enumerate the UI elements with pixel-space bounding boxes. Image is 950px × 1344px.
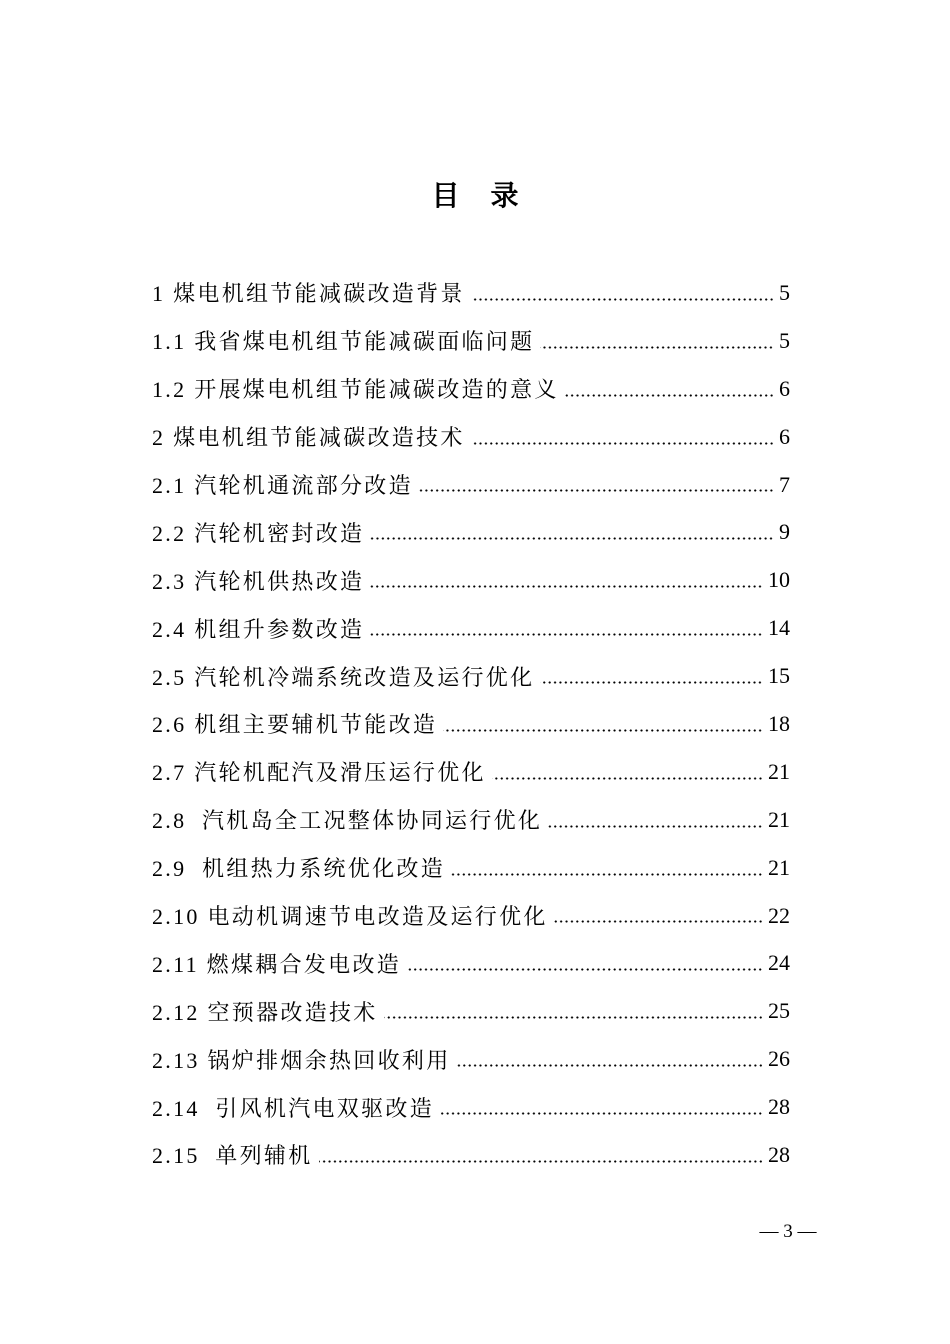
toc-entry-title: 2.13 锅炉排烟余热回收利用	[152, 1047, 451, 1073]
toc-entry	[152, 987, 790, 1035]
toc-entry-title: 2.12 空预器改造技术	[152, 999, 378, 1025]
toc-entry-page: 28	[768, 1141, 790, 1167]
toc-entry-title: 2.15 单列辅机	[152, 1143, 313, 1169]
toc-entry-page: 21	[768, 806, 790, 832]
toc-entry-title: 2 煤电机组节能减碳改造技术	[152, 425, 465, 451]
toc-entry-page: 10	[768, 567, 790, 593]
table-of-contents	[152, 269, 790, 1179]
toc-entry	[152, 1131, 790, 1179]
toc-entry-title: 2.7 汽轮机配汽及滑压运行优化	[152, 760, 486, 786]
toc-entry	[152, 652, 790, 700]
dot-leader	[471, 298, 774, 301]
toc-entry	[152, 1035, 790, 1083]
toc-entry	[152, 748, 790, 796]
dot-leader	[443, 729, 763, 732]
toc-entry-page: 21	[768, 758, 790, 784]
toc-entry-page: 6	[779, 423, 790, 449]
toc-entry	[152, 796, 790, 844]
toc-entry-page: 14	[768, 615, 790, 641]
toc-entry	[152, 844, 790, 892]
toc-entry-title: 2.5 汽轮机冷端系统改造及运行优化	[152, 664, 535, 690]
toc-entry-title: 2.2 汽轮机密封改造	[152, 520, 365, 546]
toc-entry-title: 2.8 汽机岛全工况整体协同运行优化	[152, 808, 543, 834]
toc-entry-page: 5	[779, 327, 790, 353]
toc-entry-page: 26	[768, 1046, 790, 1072]
toc-entry-title: 1.2 开展煤电机组节能减碳改造的意义	[152, 377, 559, 403]
toc-entry-title: 1.1 我省煤电机组节能减碳面临问题	[152, 329, 535, 355]
dot-leader	[540, 681, 763, 684]
toc-entry	[152, 939, 790, 987]
dot-leader	[565, 394, 774, 397]
dot-leader	[370, 537, 774, 540]
dot-leader	[370, 633, 763, 636]
toc-entry-title: 1 煤电机组节能减碳改造背景	[152, 281, 465, 307]
toc-entry-page: 6	[779, 375, 790, 401]
toc-entry-page: 7	[779, 471, 790, 497]
toc-entry-title: 2.14 引风机汽电双驱改造	[152, 1095, 435, 1121]
toc-entry-page: 21	[768, 854, 790, 880]
dot-leader	[554, 920, 763, 923]
toc-entry	[152, 604, 790, 652]
toc-entry	[152, 317, 790, 365]
toc-entry-page: 5	[779, 279, 790, 305]
toc-entry	[152, 365, 790, 413]
toc-entry-title: 2.3 汽轮机供热改造	[152, 568, 365, 594]
dot-leader	[419, 489, 774, 492]
dot-leader	[492, 777, 763, 780]
toc-entry	[152, 508, 790, 556]
toc-entry-page: 28	[768, 1094, 790, 1120]
page-number: — 3 —	[759, 1221, 817, 1242]
toc-entry	[152, 700, 790, 748]
toc-entry	[152, 461, 790, 509]
page-title: 目 录	[431, 181, 531, 212]
toc-entry-title: 2.4 机组升参数改造	[152, 616, 365, 642]
toc-entry-page: 25	[768, 998, 790, 1024]
toc-entry	[152, 892, 790, 940]
dot-leader	[471, 442, 774, 445]
toc-entry-title: 2.10 电动机调速节电改造及运行优化	[152, 904, 548, 930]
toc-entry-page: 9	[779, 519, 790, 545]
toc-entry-title: 2.9 机组热力系统优化改造	[152, 856, 446, 882]
toc-entry	[152, 269, 790, 317]
toc-entry	[152, 556, 790, 604]
toc-entry-page: 15	[768, 663, 790, 689]
toc-entry-title: 2.6 机组主要辅机节能改造	[152, 712, 438, 738]
dot-leader	[457, 1064, 763, 1067]
toc-entry-page: 22	[768, 902, 790, 928]
dot-leader	[407, 968, 763, 971]
dot-leader	[440, 1112, 763, 1115]
toc-entry-title: 2.1 汽轮机通流部分改造	[152, 473, 413, 498]
dot-leader	[540, 346, 774, 349]
dot-leader	[548, 825, 763, 828]
toc-entry-page: 18	[768, 710, 790, 736]
dot-leader	[370, 585, 763, 588]
dot-leader	[451, 873, 763, 876]
toc-entry	[152, 413, 790, 461]
dot-leader	[319, 1160, 763, 1163]
toc-entry-page: 24	[768, 950, 790, 976]
toc-entry-title: 2.11 燃煤耦合发电改造	[152, 951, 402, 977]
dot-leader	[384, 1016, 763, 1019]
toc-entry	[152, 1083, 790, 1131]
